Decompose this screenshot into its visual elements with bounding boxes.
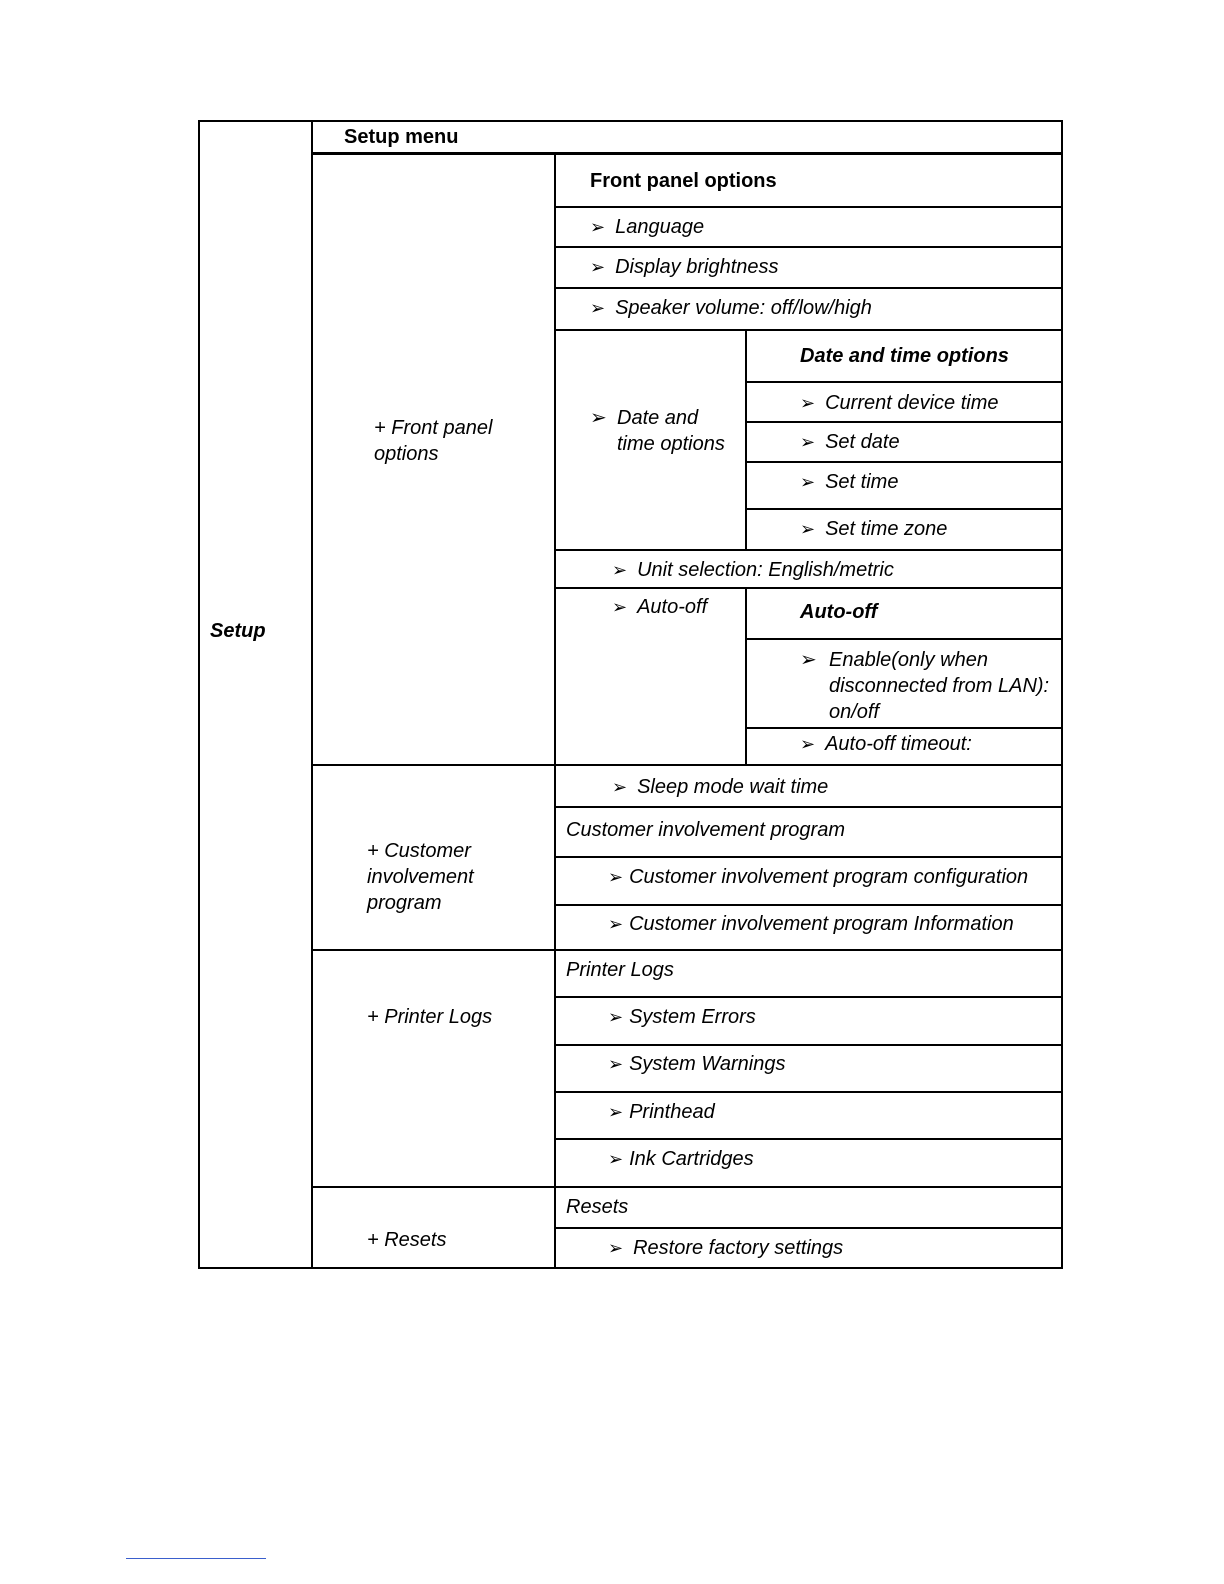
row-divider bbox=[554, 996, 1063, 998]
item-language: Language bbox=[615, 216, 705, 238]
date-time-label: Date and time options bbox=[617, 407, 725, 455]
divider-section-customer bbox=[311, 764, 1063, 766]
arrow-bullet-icon: ➢ bbox=[612, 777, 628, 797]
list-item bbox=[800, 469, 898, 495]
row-divider bbox=[745, 421, 1063, 423]
arrow-bullet-icon: ➢ bbox=[612, 560, 628, 580]
divider-root-column bbox=[311, 120, 313, 1269]
row-divider bbox=[745, 508, 1063, 510]
list-item bbox=[608, 911, 1014, 937]
row-divider bbox=[554, 549, 1063, 551]
list-item bbox=[800, 516, 947, 542]
arrow-bullet-icon: ➢ bbox=[590, 257, 606, 277]
row-divider bbox=[554, 1044, 1063, 1046]
arrow-bullet-icon: ➢ bbox=[800, 649, 817, 671]
row-divider bbox=[554, 904, 1063, 906]
item-sleep-mode: Sleep mode wait time bbox=[637, 776, 829, 798]
row-divider bbox=[554, 1091, 1063, 1093]
list-item bbox=[612, 774, 828, 800]
arrow-bullet-icon: ➢ bbox=[612, 597, 628, 617]
arrow-bullet-icon: ➢ bbox=[608, 1007, 624, 1027]
list-item bbox=[612, 594, 707, 620]
arrow-bullet-icon: ➢ bbox=[608, 1102, 624, 1122]
list-item bbox=[608, 864, 1028, 890]
table-border-top bbox=[198, 120, 1063, 122]
row-divider bbox=[554, 806, 1063, 808]
list-item bbox=[800, 390, 999, 416]
item-set-time: Set time bbox=[825, 471, 899, 493]
item-display-brightness: Display brightness bbox=[615, 256, 779, 278]
row-divider bbox=[745, 461, 1063, 463]
customer-label: + Customer involvement program bbox=[367, 840, 474, 914]
arrow-bullet-icon: ➢ bbox=[608, 1054, 624, 1074]
row-divider bbox=[554, 1138, 1063, 1140]
row-divider bbox=[554, 287, 1063, 289]
front-panel-label: + Front panel options bbox=[374, 417, 493, 465]
item-current-device-time: Current device time bbox=[825, 392, 999, 414]
divider-section-logs bbox=[311, 949, 1063, 951]
arrow-bullet-icon: ➢ bbox=[590, 217, 606, 237]
item-unit-selection: Unit selection: English/metric bbox=[637, 559, 894, 581]
item-cip-information: Customer involvement program Information bbox=[629, 913, 1014, 935]
row-divider bbox=[554, 206, 1063, 208]
auto-off-label: Auto-off bbox=[637, 596, 708, 618]
list-item bbox=[608, 1099, 715, 1125]
list-item bbox=[612, 557, 894, 583]
item-speaker-volume: Speaker volume: off/low/high bbox=[615, 297, 872, 319]
item-auto-off-enable: Enable(only when disconnected from LAN): on/off bbox=[829, 649, 1050, 723]
resets-title: Resets bbox=[566, 1196, 629, 1218]
front-panel-title: Front panel options bbox=[590, 170, 777, 192]
item-system-errors: System Errors bbox=[629, 1006, 756, 1028]
footnote-rule bbox=[126, 1558, 266, 1559]
divider-auto-off-column bbox=[745, 587, 747, 765]
customer-title: Customer involvement program bbox=[566, 819, 845, 841]
arrow-bullet-icon: ➢ bbox=[608, 1238, 624, 1258]
table-border-bottom bbox=[198, 1267, 1063, 1269]
item-restore-factory-settings: Restore factory settings bbox=[633, 1237, 844, 1259]
item-set-date: Set date bbox=[825, 431, 900, 453]
row-divider bbox=[554, 856, 1063, 858]
row-divider bbox=[554, 329, 1063, 331]
list-item bbox=[608, 1004, 756, 1030]
item-printhead: Printhead bbox=[629, 1101, 715, 1123]
arrow-bullet-icon: ➢ bbox=[800, 432, 816, 452]
row-divider bbox=[745, 727, 1063, 729]
row-divider bbox=[554, 246, 1063, 248]
arrow-bullet-icon: ➢ bbox=[800, 472, 816, 492]
item-auto-off-timeout: Auto-off timeout: bbox=[825, 733, 972, 755]
row-divider bbox=[554, 1227, 1063, 1229]
table-header: Setup menu bbox=[344, 126, 459, 148]
list-item bbox=[608, 1146, 754, 1172]
divider-date-time-column bbox=[745, 329, 747, 551]
list-item bbox=[800, 429, 900, 455]
date-time-title: Date and time options bbox=[800, 345, 1009, 367]
arrow-bullet-icon: ➢ bbox=[590, 298, 606, 318]
list-item bbox=[608, 1051, 785, 1077]
auto-off-title: Auto-off bbox=[800, 601, 878, 623]
list-item bbox=[590, 295, 872, 321]
resets-label: + Resets bbox=[367, 1229, 447, 1251]
printer-logs-title: Printer Logs bbox=[566, 959, 674, 981]
arrow-bullet-icon: ➢ bbox=[608, 1149, 624, 1169]
root-label: Setup bbox=[210, 620, 266, 642]
divider-section-resets bbox=[311, 1186, 1063, 1188]
item-ink-cartridges: Ink Cartridges bbox=[629, 1148, 754, 1170]
row-divider bbox=[745, 381, 1063, 383]
arrow-bullet-icon: ➢ bbox=[800, 734, 816, 754]
row-divider bbox=[745, 638, 1063, 640]
arrow-bullet-icon: ➢ bbox=[608, 867, 624, 887]
list-item bbox=[800, 731, 972, 757]
arrow-bullet-icon: ➢ bbox=[800, 393, 816, 413]
item-system-warnings: System Warnings bbox=[629, 1053, 786, 1075]
arrow-bullet-icon: ➢ bbox=[800, 519, 816, 539]
arrow-bullet-icon: ➢ bbox=[590, 407, 607, 429]
row-divider bbox=[554, 587, 1063, 589]
item-set-time-zone: Set time zone bbox=[825, 518, 948, 540]
divider-header bbox=[311, 152, 1063, 155]
printer-logs-label: + Printer Logs bbox=[367, 1006, 493, 1028]
item-cip-configuration: Customer involvement program configuration bbox=[629, 866, 1029, 888]
table-border-right bbox=[1061, 120, 1063, 1269]
list-item bbox=[590, 254, 779, 280]
table-border-left bbox=[198, 120, 200, 1269]
divider-label-column bbox=[554, 153, 556, 1269]
arrow-bullet-icon: ➢ bbox=[608, 914, 624, 934]
list-item bbox=[608, 1235, 843, 1261]
list-item bbox=[590, 214, 704, 240]
